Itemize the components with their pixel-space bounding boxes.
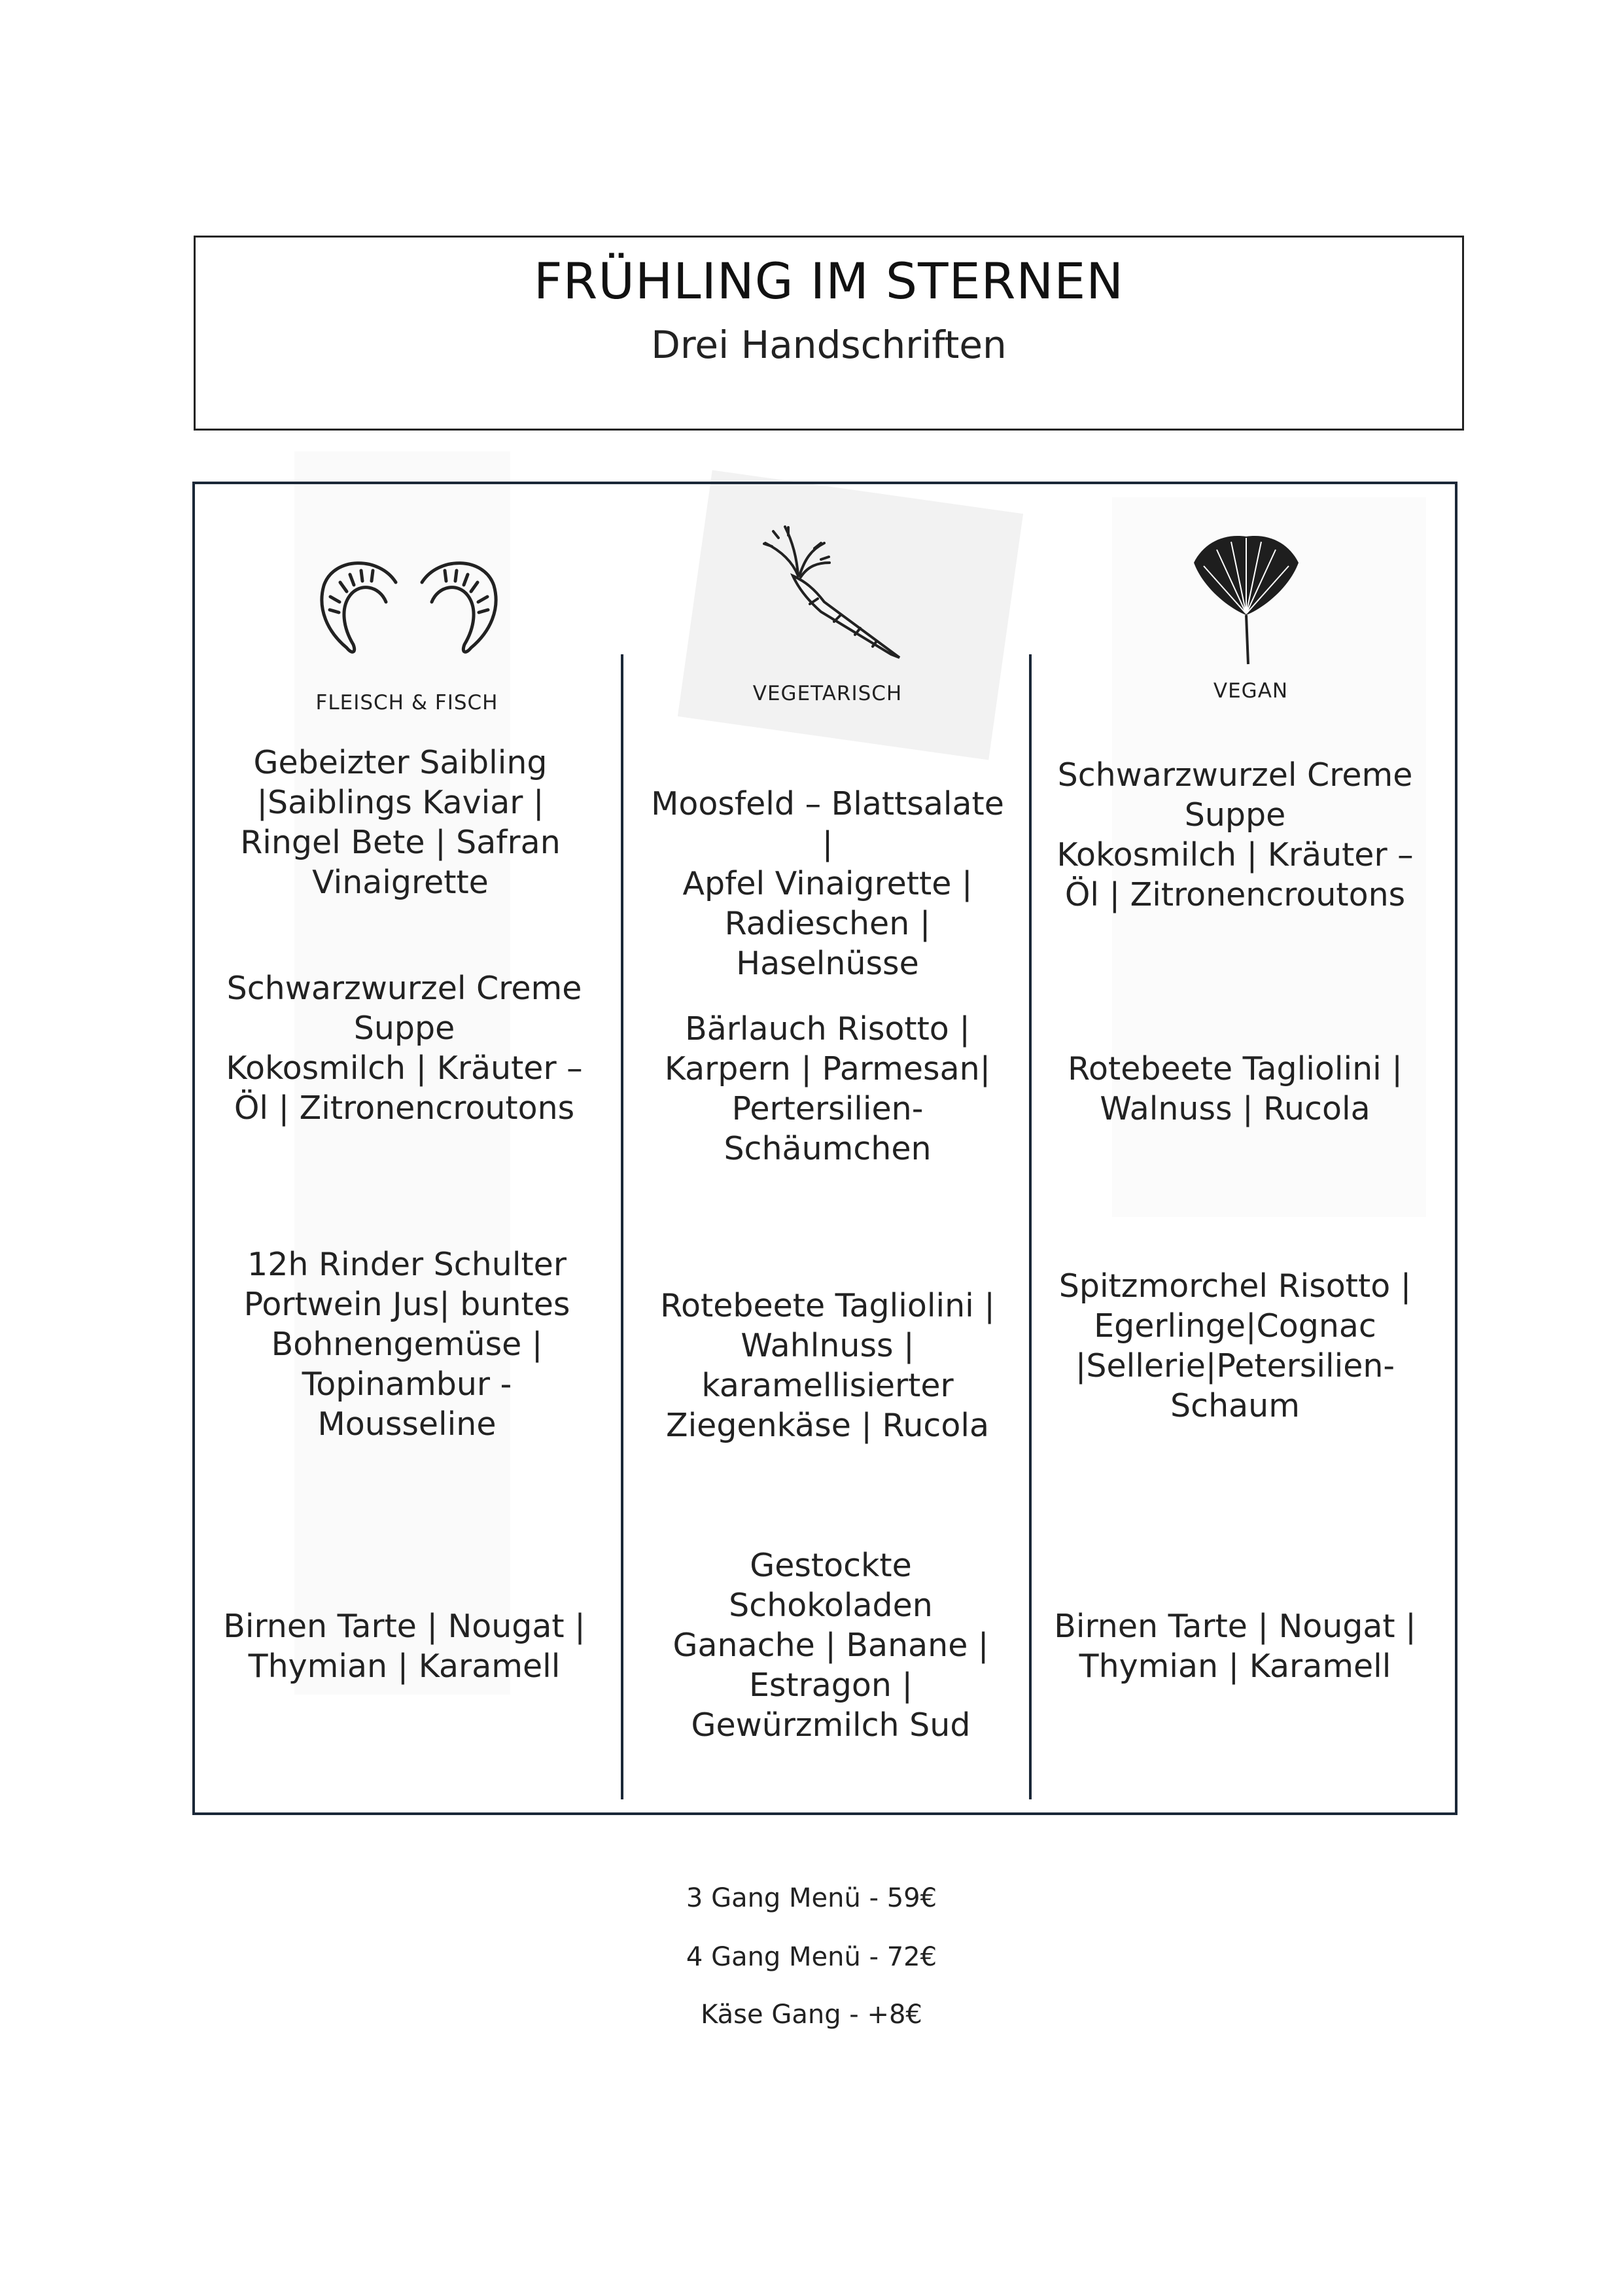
ram-horns-icon [314,556,504,661]
dish-vegetarian-course-2: Bärlauch Risotto | Karpern | Parmesan| Pertersilien- Schäumchen [664,1010,991,1167]
dish-vegan-course-4: Birnen Tarte | Nougat | Thymian | Karamell [1054,1608,1416,1685]
dish-vegan-course-3: Spitzmorchel Risotto | Egerlinge|Cognac |Sellerie|Petersilien- Schaum [1058,1267,1412,1424]
column-divider [1029,654,1032,1799]
dish-meat-course-4: Birnen Tarte | Nougat | Thymian | Karamell [223,1608,585,1685]
dish-vegan-course-1: Schwarzwurzel Creme Suppe Kokosmilch | Kräuter – Öl | Zitronencroutons [1056,756,1414,913]
dish-vegetarian-course-4: Gestockte Schokoladen Ganache | Banane | Estragon | Gewürzmilch Sud [672,1547,989,1744]
price-3-course: 3 Gang Menü - 59€ [686,1883,937,1913]
column-label-meat-fish: FLEISCH & FISCH [315,691,498,715]
column-divider [621,654,623,1799]
page-subtitle: Drei Handschriften [651,323,1007,367]
price-4-course: 4 Gang Menü - 72€ [686,1942,937,1972]
dish-meat-course-3: 12h Rinder Schulter Portwein Jus| buntes Bohnengemüse | Topinambur - Mousseline [243,1246,570,1443]
ginkgo-leaf-icon [1191,530,1302,667]
dish-vegetarian-course-3: Rotebeete Tagliolini | Wahlnuss | karamellisierter Ziegenkäse | Rucola [660,1287,995,1444]
dish-vegan-course-2: Rotebeete Tagliolini | Walnuss | Rucola [1068,1050,1403,1127]
column-label-vegan: VEGAN [1213,679,1289,703]
dish-meat-course-2: Schwarzwurzel Creme Suppe Kokosmilch | Kräuter – Öl | Zitronencroutons [226,970,583,1127]
dish-meat-course-1: Gebeizter Saibling |Saiblings Kaviar | Ringel Bete | Safran Vinaigrette [240,744,561,901]
page-title: FRÜHLING IM STERNEN [533,252,1125,310]
column-label-vegetarian: VEGETARISCH [752,682,903,705]
menu-header [194,236,1464,431]
dish-vegetarian-course-1: Moosfeld – Blattsalate | Apfel Vinaigrette | Radieschen | Haselnüsse [651,785,1004,982]
carrot-icon [752,523,916,667]
price-cheese-course: Käse Gang - +8€ [701,2000,922,2030]
